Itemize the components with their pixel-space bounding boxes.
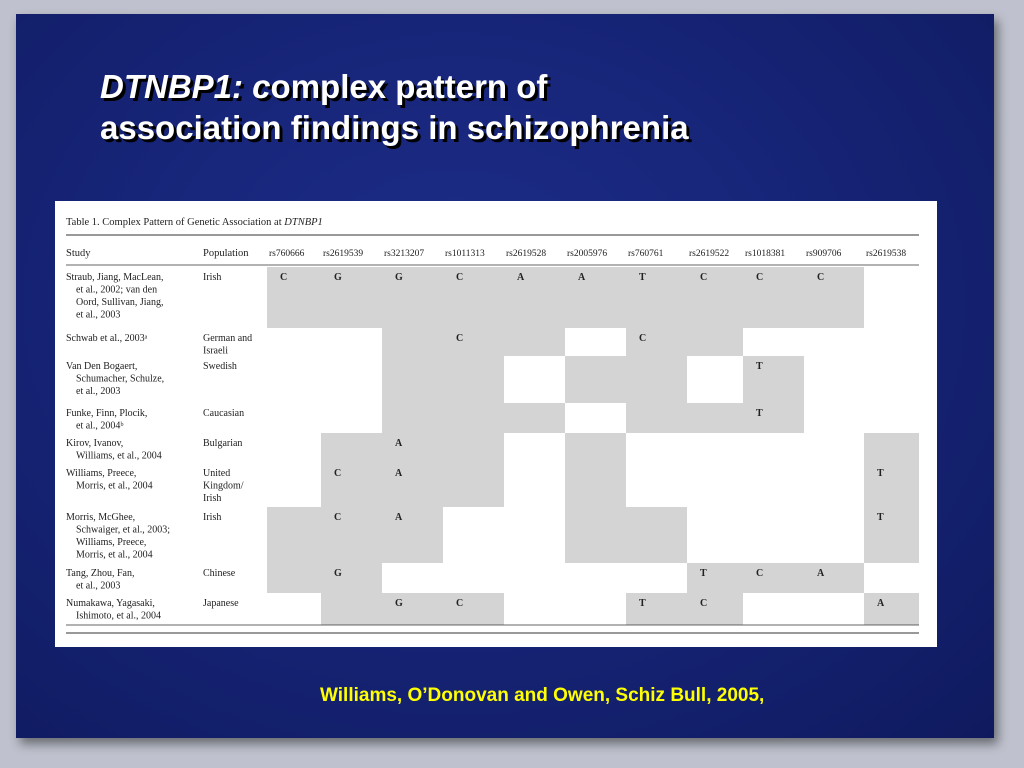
shaded-cell [382, 403, 443, 433]
allele-cell: C [817, 272, 825, 283]
study-text: Williams, Preece, [66, 468, 137, 479]
shaded-cell [443, 356, 504, 403]
shaded-cell [382, 463, 443, 507]
study-text: Morris, et al., 2004 [76, 549, 153, 561]
shaded-cell [382, 433, 443, 463]
allele-cell: A [817, 568, 825, 579]
shaded-cell [443, 267, 504, 328]
allele-cell: A [395, 438, 403, 449]
shaded-cell [565, 267, 626, 328]
association-table [55, 201, 937, 647]
study-text: Tang, Zhou, Fan, [66, 568, 135, 579]
shaded-cell [864, 433, 919, 463]
study-text: Ishimoto, et al., 2004 [76, 610, 161, 622]
shaded-cell [443, 328, 504, 356]
allele-cell: T [756, 361, 763, 372]
allele-cell: A [517, 272, 525, 283]
shaded-cell [687, 267, 743, 328]
shaded-cell [504, 403, 565, 433]
study-text: Kirov, Ivanov, [66, 438, 124, 449]
study-text: et al., 2003 [76, 580, 121, 592]
shaded-cell [267, 563, 321, 593]
shaded-cell [443, 433, 504, 463]
allele-cell: A [877, 598, 885, 609]
header-cell: rs760761 [628, 249, 664, 259]
table-headers [66, 248, 906, 259]
study-text: Morris, McGhee, [66, 512, 136, 523]
allele-cell: T [639, 598, 646, 609]
population-text: Kingdom/ [203, 480, 244, 492]
study-text: Van Den Bogaert, [66, 361, 138, 372]
allele-cell: T [877, 512, 884, 523]
study-text: Schwaiger, et al., 2003; [76, 524, 171, 536]
slide [16, 14, 994, 738]
population-text: Bulgarian [203, 438, 243, 449]
allele-cell: A [395, 512, 403, 523]
shaded-cell [743, 403, 804, 433]
allele-cell: C [456, 333, 464, 344]
study-text: Schwab et al., 2003ᵃ [66, 333, 148, 344]
title-gene-italic: DTNBP1: c [100, 68, 271, 105]
allele-cell: G [334, 272, 342, 283]
shaded-cell [382, 356, 443, 403]
study-text: et al., 2004ᵇ [76, 420, 124, 432]
allele-cell: C [700, 272, 708, 283]
shaded-cell [626, 593, 687, 625]
shaded-cell [687, 563, 743, 593]
shaded-cell [382, 507, 443, 563]
population-text: Japanese [203, 598, 239, 609]
allele-cell: T [700, 568, 707, 579]
shaded-cell [443, 593, 504, 625]
study-text: Morris, et al., 2004 [76, 480, 153, 492]
allele-cell: G [395, 272, 403, 283]
shaded-cell [864, 507, 919, 563]
table-caption-gene: DTNBP1 [284, 217, 323, 228]
study-text: Williams, et al., 2004 [76, 450, 162, 462]
header-cell: rs2619528 [506, 249, 547, 259]
study-text: Schumacher, Schulze, [76, 373, 165, 385]
allele-cell: C [756, 272, 764, 283]
shaded-cell [565, 463, 626, 507]
citation: Williams, O’Donovan and Owen, Schiz Bull, 2005, [320, 685, 765, 706]
shaded-cell [321, 433, 382, 463]
table-caption-prefix: Table 1. Complex Pattern of Genetic Association at [66, 217, 285, 228]
shaded-cell [443, 403, 504, 433]
shaded-cell [626, 507, 687, 563]
shaded-cell [804, 563, 864, 593]
shaded-cell [743, 267, 804, 328]
population-text: Irish [203, 272, 222, 283]
header-cell: rs2619522 [689, 249, 730, 259]
allele-cell: A [395, 468, 403, 479]
study-text: Straub, Jiang, MacLean, [66, 272, 164, 283]
header-cell: Population [203, 248, 249, 259]
shaded-cell [565, 433, 626, 463]
title-line2: association findings in schizophrenia [100, 109, 689, 146]
shaded-cell [864, 593, 919, 625]
shaded-cell [743, 563, 804, 593]
study-text: Williams, Preece, [76, 537, 147, 548]
allele-cell: T [877, 468, 884, 479]
shaded-cell [382, 267, 443, 328]
allele-cell: G [395, 598, 403, 609]
shaded-cell [626, 328, 687, 356]
population-text: Israeli [203, 345, 228, 357]
shaded-cell [626, 403, 687, 433]
allele-cell: C [456, 598, 464, 609]
allele-cell: G [334, 568, 342, 579]
population-text: Chinese [203, 568, 236, 579]
header-cell: Study [66, 248, 91, 259]
study-text: et al., 2002; van den [76, 284, 158, 296]
allele-cell: C [639, 333, 647, 344]
table-image-panel [55, 201, 937, 647]
header-cell: rs2619539 [323, 249, 364, 259]
allele-cell: C [456, 272, 464, 283]
population-text: German and [203, 333, 253, 344]
shaded-cell [565, 507, 626, 563]
shaded-cell [504, 267, 565, 328]
header-cell: rs2619538 [866, 249, 907, 259]
allele-cell: C [334, 468, 342, 479]
shaded-cell [687, 328, 743, 356]
shaded-cell [382, 593, 443, 625]
shaded-cell [321, 267, 382, 328]
allele-cell: A [578, 272, 586, 283]
population-text: United [203, 468, 231, 479]
shaded-cell [804, 267, 864, 328]
allele-cell: C [334, 512, 342, 523]
shaded-cell [321, 463, 382, 507]
shaded-cell [267, 507, 321, 563]
allele-cell: T [756, 408, 763, 419]
population-text: Irish [203, 512, 222, 523]
population-text: Caucasian [203, 408, 245, 419]
shaded-cell [687, 593, 743, 625]
header-cell: rs1011313 [445, 249, 485, 259]
allele-cell: T [639, 272, 646, 283]
population-text: Swedish [203, 361, 237, 372]
allele-cell: C [756, 568, 764, 579]
shaded-cell [443, 463, 504, 507]
shaded-cell [743, 356, 804, 403]
allele-cell: C [700, 598, 708, 609]
header-cell: rs1018381 [745, 249, 786, 259]
table-caption [66, 217, 323, 228]
shaded-cell [687, 403, 743, 433]
study-text: Numakawa, Yagasaki, [66, 598, 155, 609]
shaded-cell [626, 356, 687, 403]
study-text: et al., 2003 [76, 386, 121, 397]
shaded-cell [864, 463, 919, 507]
title-line1-rest: omplex pattern of [270, 68, 548, 105]
shaded-cell [321, 507, 382, 563]
header-cell: rs3213207 [384, 249, 425, 259]
shaded-cell [504, 328, 565, 356]
allele-cell: C [280, 272, 288, 283]
shaded-cell [321, 593, 382, 625]
shaded-cell [321, 563, 382, 593]
slide-title [100, 66, 920, 148]
header-cell: rs760666 [269, 249, 305, 259]
study-text: et al., 2003 [76, 309, 121, 321]
study-text: Funke, Finn, Plocik, [66, 408, 148, 419]
header-cell: rs2005976 [567, 249, 608, 259]
population-text: Irish [203, 493, 222, 504]
shaded-cell [267, 267, 321, 328]
shaded-cell [565, 356, 626, 403]
study-text: Oord, Sullivan, Jiang, [76, 297, 164, 308]
header-cell: rs909706 [806, 249, 842, 259]
shaded-cell [626, 267, 687, 328]
shaded-cell [382, 328, 443, 356]
